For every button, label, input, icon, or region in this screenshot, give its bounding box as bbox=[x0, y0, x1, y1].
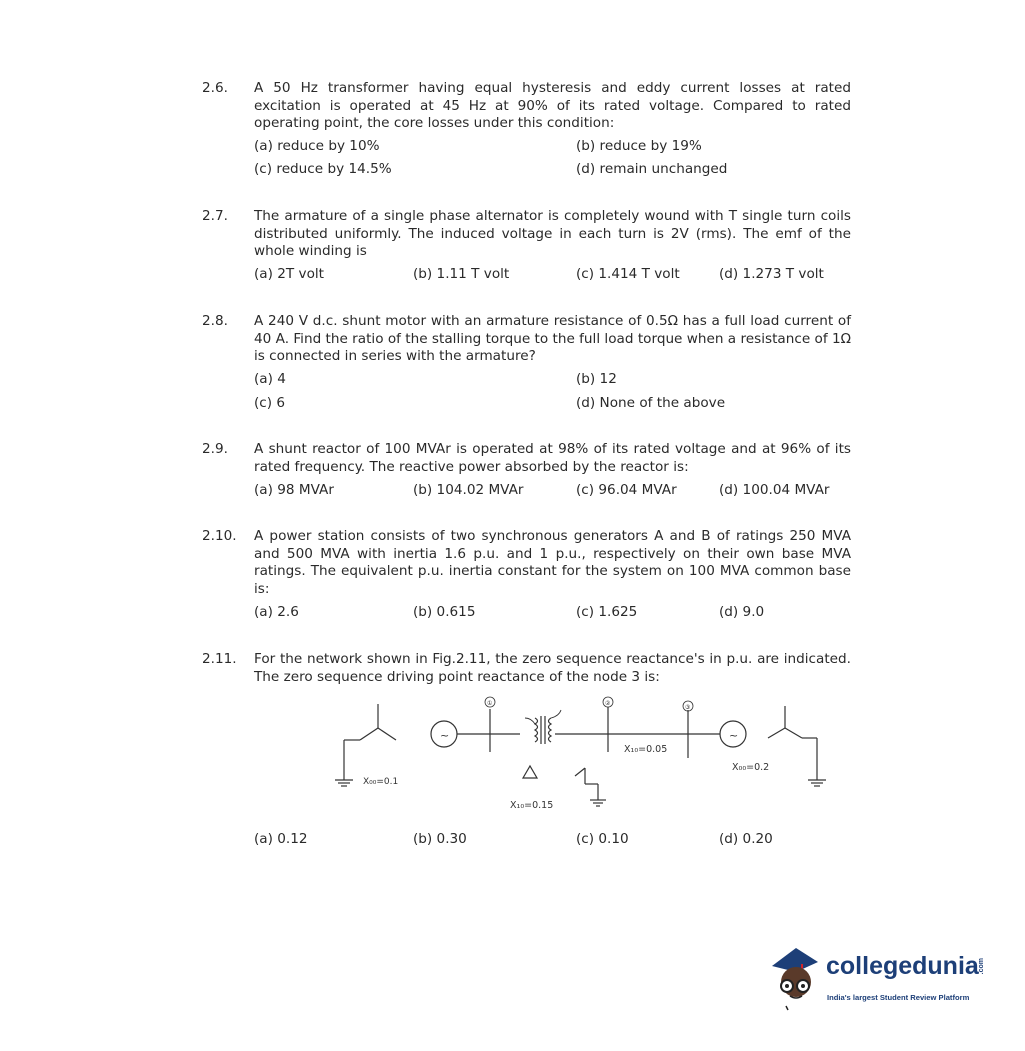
node-3-label: ③ bbox=[685, 704, 691, 711]
question-number: 2.6. bbox=[202, 80, 228, 96]
question-text: A 240 V d.c. shunt motor with an armature resistance of 0.5Ω has a full load current of 40 A. Find the ratio of the stalling torque to the full load torque when a resistance of 1Ω is connected in series with the armature? bbox=[254, 313, 851, 365]
line-reactance-label: X₁₀=0.05 bbox=[624, 744, 668, 755]
right-wye-ground bbox=[768, 706, 826, 786]
option-a: (a) 2T volt bbox=[254, 266, 324, 282]
option-a: (a) 98 MVAr bbox=[254, 482, 334, 498]
delta-icon bbox=[523, 766, 537, 778]
node-2-label: ② bbox=[605, 700, 611, 707]
option-b: (b) 0.30 bbox=[413, 831, 467, 847]
question-number: 2.8. bbox=[202, 313, 228, 329]
option-d: (d) 100.04 MVAr bbox=[719, 482, 830, 498]
node-1-label: ① bbox=[487, 700, 493, 707]
mascot-icon bbox=[766, 942, 826, 1014]
option-c: (c) 6 bbox=[254, 395, 286, 411]
option-d: (d) 9.0 bbox=[719, 604, 765, 620]
question-text: For the network shown in Fig.2.11, the zero sequence reactance's in p.u. are indicated. The zero sequence driving point reactance of the node 3 is: bbox=[254, 651, 851, 685]
left-wye-ground bbox=[335, 704, 399, 787]
question-number: 2.11. bbox=[202, 651, 237, 667]
collegedunia-logo bbox=[766, 942, 996, 1014]
option-a: (a) 4 bbox=[254, 371, 286, 387]
option-b: (b) reduce by 19% bbox=[576, 138, 702, 154]
option-a: (a) 2.6 bbox=[254, 604, 299, 620]
network-diagram bbox=[330, 692, 840, 817]
question-text: A 50 Hz transformer having equal hysteresis and eddy current losses at rated excitation is operated at 45 Hz at 90% of its rated voltage. Compared to rated operating point, the core losses under this condition: bbox=[254, 80, 851, 132]
generator-1-symbol: ~ bbox=[440, 729, 450, 742]
option-c: (c) 1.414 T volt bbox=[576, 266, 680, 282]
option-c: (c) 96.04 MVAr bbox=[576, 482, 677, 498]
logo-suffix: .com bbox=[978, 958, 985, 975]
question-text: A power station consists of two synchronous generators A and B of ratings 250 MVA and 500 MVA with inertia 1.6 p.u. and 1 p.u., respectively on their own base MVA ratings. The equivalent p.u. inertia constant for the system on 100 MVA common base is: bbox=[254, 528, 851, 597]
xg2-label: X₀₀=0.2 bbox=[732, 762, 770, 773]
option-b: (b) 1.11 T volt bbox=[413, 266, 510, 282]
option-d: (d) 0.20 bbox=[719, 831, 773, 847]
logo-tagline: India's largest Student Review Platform bbox=[827, 993, 970, 1002]
question-text: A shunt reactor of 100 MVAr is operated at 98% of its rated voltage and at 96% of its rated frequency. The reactive power absorbed by the reactor is: bbox=[254, 441, 851, 475]
transformer-icon bbox=[525, 710, 561, 744]
option-c: (c) 1.625 bbox=[576, 604, 638, 620]
option-d: (d) remain unchanged bbox=[576, 161, 728, 177]
option-c: (c) 0.10 bbox=[576, 831, 629, 847]
option-b: (b) 0.615 bbox=[413, 604, 476, 620]
option-c: (c) reduce by 14.5% bbox=[254, 161, 392, 177]
option-a: (a) reduce by 10% bbox=[254, 138, 380, 154]
generator-2-symbol: ~ bbox=[729, 729, 739, 742]
option-b: (b) 104.02 MVAr bbox=[413, 482, 524, 498]
option-d: (d) 1.273 T volt bbox=[719, 266, 824, 282]
option-d: (d) None of the above bbox=[576, 395, 726, 411]
logo-wordmark: collegedunia bbox=[826, 952, 979, 980]
transformer-ground bbox=[575, 768, 606, 806]
question-number: 2.10. bbox=[202, 528, 237, 544]
question-number: 2.9. bbox=[202, 441, 228, 457]
question-text: The armature of a single phase alternator is completely wound with T single turn coils distributed uniformly. The induced voltage in each turn is 2V (rms). The emf of the whole winding is bbox=[254, 208, 851, 260]
xg1-label: X₀₀=0.1 bbox=[363, 777, 399, 787]
option-a: (a) 0.12 bbox=[254, 831, 308, 847]
question-number: 2.7. bbox=[202, 208, 228, 224]
option-b: (b) 12 bbox=[576, 371, 617, 387]
transformer-reactance-label: X₁₀=0.15 bbox=[510, 800, 554, 811]
